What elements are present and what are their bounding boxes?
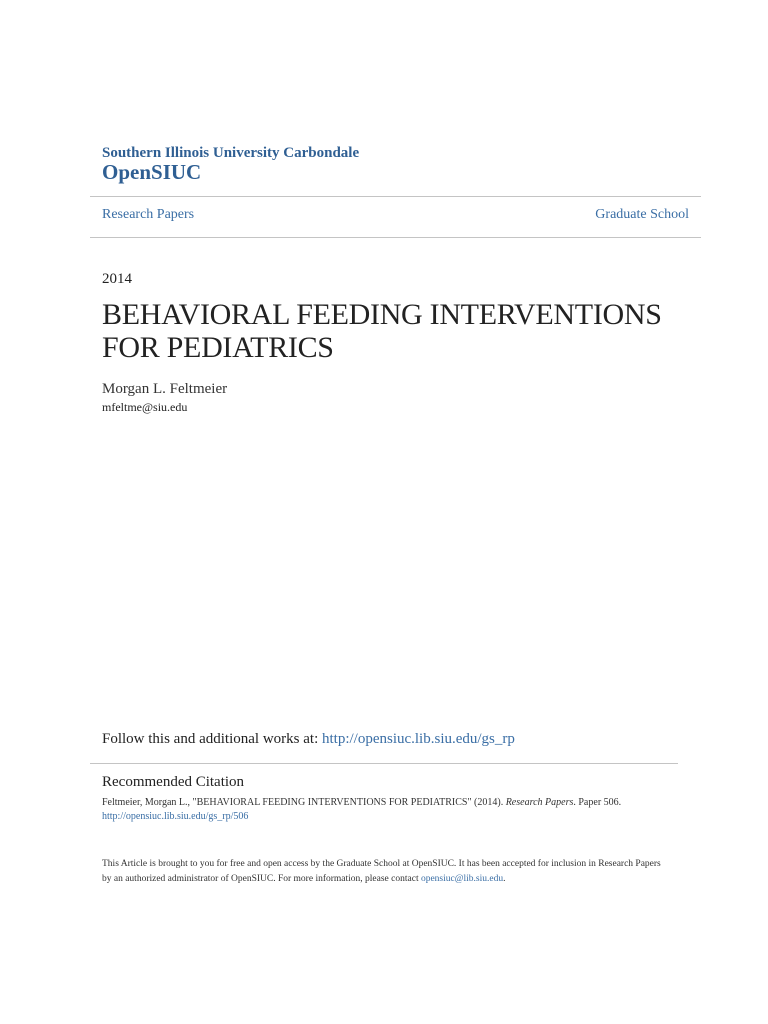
graduate-school-link[interactable]: Graduate School bbox=[595, 207, 689, 222]
follow-line bbox=[102, 731, 515, 748]
document-title: BEHAVIORAL FEEDING INTERVENTIONS FOR PEDIATRICS bbox=[102, 298, 662, 364]
citation-rule bbox=[90, 763, 678, 764]
citation-block bbox=[102, 796, 702, 824]
citation-heading: Recommended Citation bbox=[102, 774, 245, 790]
publication-year: 2014 bbox=[102, 271, 132, 287]
notice-end: . bbox=[503, 874, 506, 884]
research-papers-link[interactable]: Research Papers bbox=[102, 207, 195, 222]
citation-paper-number: . Paper 506. bbox=[573, 797, 622, 808]
repository-name[interactable]: OpenSIUC bbox=[102, 160, 202, 184]
author-email: mfeltme@siu.edu bbox=[102, 400, 188, 414]
contact-email-link[interactable]: opensiuc@lib.siu.edu bbox=[420, 874, 504, 884]
notice-text: This Article is brought to you for free and open access by the Graduate School at OpenSIUC. It has been accepted for inclusion in Research Papers by an authorized administrator of OpenSIUC. For more information, please contact bbox=[102, 859, 661, 884]
citation-link[interactable]: http://opensiuc.lib.siu.edu/gs_rp/506 bbox=[102, 811, 249, 822]
collection-link[interactable]: http://opensiuc.lib.siu.edu/gs_rp bbox=[321, 731, 515, 747]
access-notice bbox=[102, 857, 672, 887]
author-name: Morgan L. Feltmeier bbox=[102, 381, 228, 397]
follow-text: Follow this and additional works at: bbox=[102, 731, 322, 747]
header-top-rule bbox=[90, 196, 701, 197]
institution-name: Southern Illinois University Carbondale bbox=[102, 145, 360, 161]
header-bottom-rule bbox=[90, 237, 701, 238]
citation-series: Research Papers bbox=[505, 797, 574, 808]
citation-text: Feltmeier, Morgan L., "BEHAVIORAL FEEDING INTERVENTIONS FOR PEDIATRICS" (2014). bbox=[102, 797, 506, 808]
